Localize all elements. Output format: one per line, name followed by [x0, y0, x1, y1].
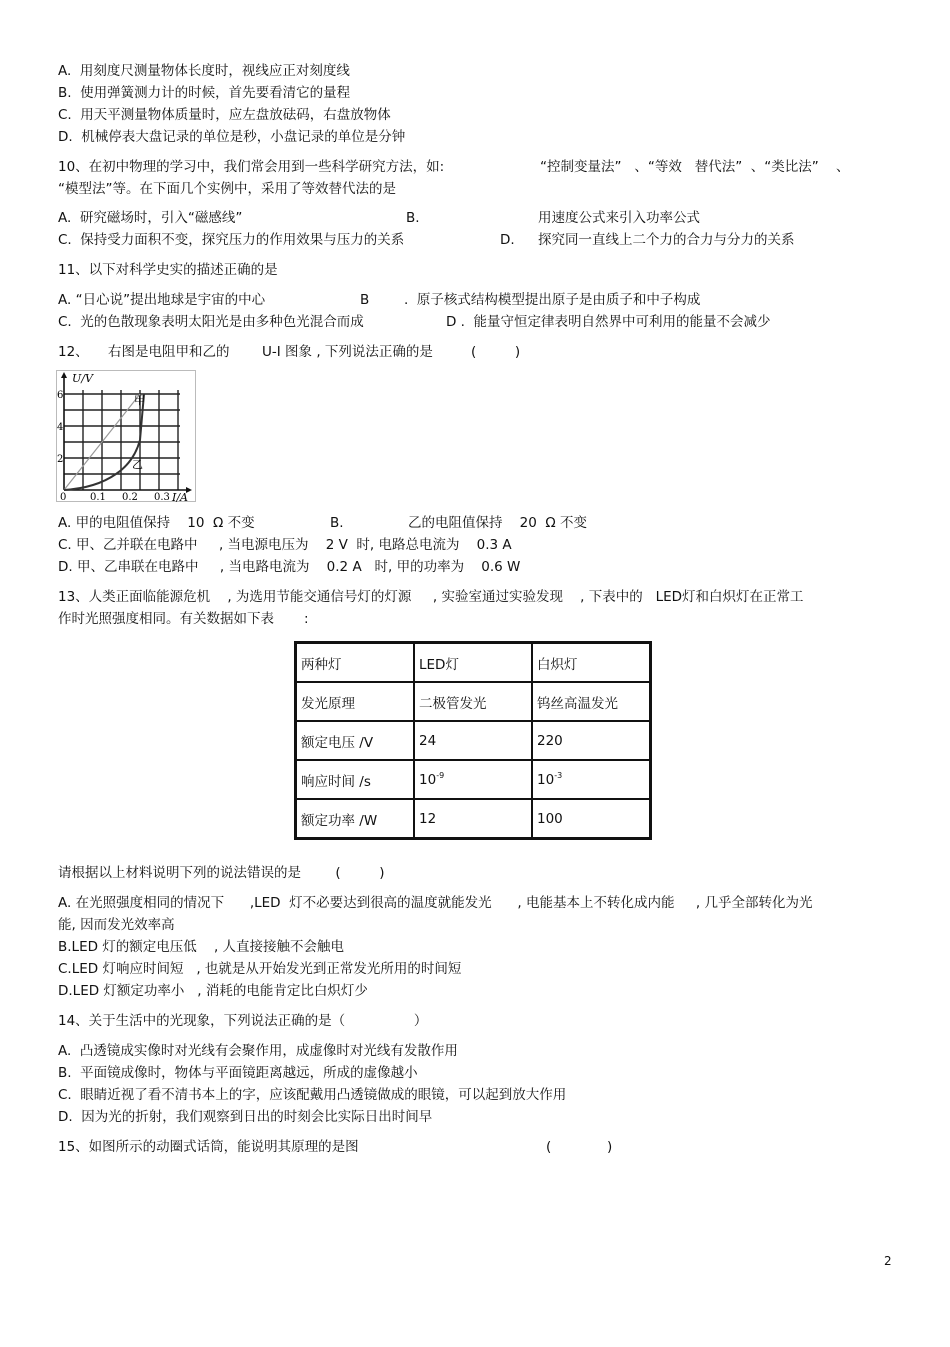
table-row — [296, 643, 651, 683]
page-number: 2 — [884, 1254, 892, 1268]
q13-option-c: C.LED 灯响应时间短 , 也就是从开始发光到正常发光所用的时间短 — [58, 961, 462, 977]
graph-ytick-6: 6 — [57, 390, 64, 401]
graph-ytick-4: 4 — [57, 422, 64, 433]
graph-xtick-0: 0 — [60, 492, 67, 502]
table-row — [296, 760, 651, 799]
q10-option-b-label: B. — [406, 210, 420, 226]
table-cell: LED灯 — [414, 643, 532, 683]
table-row — [296, 682, 651, 721]
q11-option-a: A. “日心说”提出地球是宇宙的中心 — [58, 292, 266, 308]
q14-stem: 14、关于生活中的光现象，下列说法正确的是（ ） — [58, 1013, 428, 1029]
led-response-exponent: -9 — [436, 771, 445, 780]
graph-ytick-2: 2 — [57, 454, 64, 465]
q14-option-b: B. 平面镜成像时，物体与平面镜距离越远，所成的虚像越小 — [58, 1065, 418, 1081]
table-cell-led-response — [414, 760, 532, 799]
q12-answer-paren: ( ) — [471, 344, 521, 360]
q13-stem-line1: 13、人类正面临能源危机 , 为选用节能交通信号灯的灯源 , 实验室通过实验发现 , 下表中的 LED灯和白炽灯在正常工 — [58, 589, 804, 605]
q13-option-a-line2: 能, 因而发光效率高 — [58, 917, 175, 933]
q9-option-a: A. 用刻度尺测量物体长度时，视线应正对刻度线 — [58, 63, 350, 79]
q11-stem: 11、以下对科学史实的描述正确的是 — [58, 262, 278, 278]
q12-option-b-label: B. — [330, 515, 344, 531]
graph-xtick-0.3: 0.3 — [154, 492, 170, 502]
q12-number: 12、 — [58, 344, 89, 360]
q12-stem: 右图是电阻甲和乙的 — [108, 344, 230, 360]
q14-option-c: C. 眼睛近视了看不清书本上的字，应该配戴用凸透镜做成的眼镜，可以起到放大作用 — [58, 1087, 567, 1103]
q10-option-d: 探究同一直线上二个力的合力与分力的关系 — [538, 232, 795, 248]
graph-label-yi: 乙 — [132, 458, 143, 471]
q10-option-a: A. 研究磁场时，引入“磁感线” — [58, 210, 243, 226]
q11-option-b-label: B — [360, 292, 370, 308]
graph-frame — [57, 371, 196, 502]
bulb-response-base: 10 — [537, 772, 555, 788]
q10-option-c: C. 保持受力面积不变，探究压力的作用效果与压力的关系 — [58, 232, 405, 248]
q12-option-b: 乙的电阻值保持 20 Ω 不变 — [408, 515, 588, 531]
q14-option-a: A. 凸透镜成实像时对光线有会聚作用，成虚像时对光线有发散作用 — [58, 1043, 458, 1059]
q9-option-c: C. 用天平测量物体质量时，应左盘放砝码，右盘放物体 — [58, 107, 391, 123]
q13-option-a-line1: A. 在光照强度相同的情况下 ,LED 灯不必要达到很高的温度就能发光 , 电能基本上不转化成内能 , 几乎全部转化为光 — [58, 895, 813, 911]
q9-option-b: B. 使用弹簧测力计的时候，首先要看清它的量程 — [58, 85, 351, 101]
table-cell: 12 — [414, 799, 532, 839]
graph-label-jia: 甲 — [134, 394, 145, 407]
graph-ylabel: U/V — [72, 372, 93, 385]
table-cell: 额定功率 /W — [296, 799, 415, 839]
q13-option-b: B.LED 灯的额定电压低 , 人直接接触不会触电 — [58, 939, 345, 955]
q14-option-d: D. 因为光的折射，我们观察到日出的时刻会比实际日出时间早 — [58, 1109, 433, 1125]
table-row — [296, 721, 651, 760]
q12-stem-cont: U-I 图象 , 下列说法正确的是 — [262, 344, 433, 360]
q12-option-d: D. 甲、乙串联在电路中 , 当电路电流为 0.2 A 时, 甲的功率为 0.6 W — [58, 559, 521, 575]
q12-option-a: A. 甲的电阻值保持 10 Ω 不变 — [58, 515, 255, 531]
graph-xtick-0.1: 0.1 — [90, 492, 106, 502]
q10-option-d-label: D. — [500, 232, 515, 248]
table-cell: 发光原理 — [296, 682, 415, 721]
table-cell: 额定电压 /V — [296, 721, 415, 760]
q9-option-d: D. 机械停表大盘记录的单位是秒，小盘记录的单位是分钟 — [58, 129, 406, 145]
table-cell: 二极管发光 — [414, 682, 532, 721]
bulb-response-exponent: -3 — [554, 771, 563, 780]
q13-question: 请根据以上材料说明下列的说法错误的是 ( ) — [58, 865, 385, 881]
table-cell: 100 — [532, 799, 651, 839]
q13-stem-line2: 作时光照强度相同。有关数据如下表 : — [58, 611, 309, 627]
q12-option-c: C. 甲、乙并联在电路中 , 当电源电压为 2 V 时, 电路总电流为 0.3 A — [58, 537, 512, 553]
q15-stem: 15、如图所示的动圈式话筒，能说明其原理的是图 — [58, 1139, 359, 1155]
graph-xtick-0.2: 0.2 — [122, 492, 138, 502]
table-row — [296, 799, 651, 839]
q13-comparison-table — [294, 641, 652, 840]
q13-option-d: D.LED 灯额定功率小 , 消耗的电能肯定比白炽灯少 — [58, 983, 368, 999]
table-cell: 220 — [532, 721, 651, 760]
table-cell: 钨丝高温发光 — [532, 682, 651, 721]
q10-option-b: 用速度公式来引入功率公式 — [538, 210, 700, 226]
q10-stem-part2: “控制变量法” 、“等效 替代法” 、“类比法” 、 — [540, 159, 850, 175]
q10-stem-part1: 10、在初中物理的学习中，我们常会用到一些科学研究方法，如: — [58, 159, 445, 175]
q12-ui-graph — [56, 370, 196, 502]
graph-xlabel: I/A — [172, 491, 188, 502]
table-cell: 白炽灯 — [532, 643, 651, 683]
led-response-base: 10 — [419, 772, 437, 788]
table-cell: 响应时间 /s — [296, 760, 415, 799]
table-cell: 两种灯 — [296, 643, 415, 683]
q10-stem-line2: “模型法”等。在下面几个实例中，采用了等效替代法的是 — [58, 181, 396, 197]
q11-option-b: . 原子核式结构模型提出原子是由质子和中子构成 — [404, 292, 701, 308]
table-cell-bulb-response — [532, 760, 651, 799]
q15-answer-paren: ( ) — [546, 1139, 613, 1155]
table-cell: 24 — [414, 721, 532, 760]
q11-option-c: C. 光的色散现象表明太阳光是由多种色光混合而成 — [58, 314, 364, 330]
q11-option-d: D . 能量守恒定律表明自然界中可利用的能量不会减少 — [446, 314, 771, 330]
